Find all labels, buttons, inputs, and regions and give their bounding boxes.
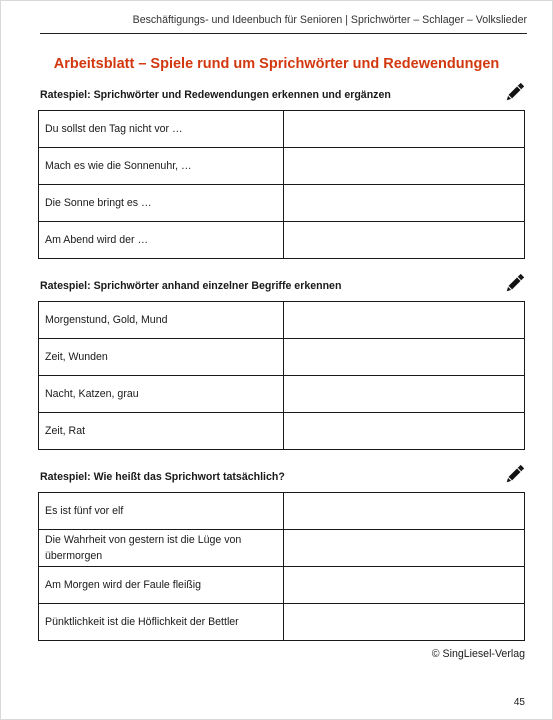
page-number: 45 — [513, 697, 525, 708]
answer-cell[interactable] — [284, 567, 525, 604]
header-rule — [40, 33, 527, 34]
prompt-cell: Zeit, Rat — [39, 413, 284, 450]
table-row — [39, 567, 525, 604]
table-row — [39, 302, 525, 339]
pencil-icon — [504, 272, 526, 294]
worksheet-title: Arbeitsblatt – Spiele rund um Sprichwörter und Redewendungen — [53, 56, 500, 72]
table-row — [39, 222, 525, 259]
prompt-cell: Die Wahrheit von gestern ist die Lüge von übermorgen — [39, 530, 284, 567]
answer-cell[interactable] — [284, 148, 525, 185]
section-heading-3: Ratespiel: Wie heißt das Sprichwort tatsächlich? — [40, 471, 285, 483]
answer-cell[interactable] — [284, 185, 525, 222]
table-row — [39, 413, 525, 450]
table-row — [39, 376, 525, 413]
table-row — [39, 339, 525, 376]
prompt-cell: Es ist fünf vor elf — [39, 493, 284, 530]
prompt-cell: Morgenstund, Gold, Mund — [39, 302, 284, 339]
answer-cell[interactable] — [284, 530, 525, 567]
copyright-notice: © SingLiesel-Verlag — [431, 648, 525, 660]
answer-cell[interactable] — [284, 222, 525, 259]
table-row — [39, 530, 525, 567]
prompt-cell: Die Sonne bringt es … — [39, 185, 284, 222]
table-row — [39, 604, 525, 641]
prompt-cell: Pünktlichkeit ist die Höflichkeit der Bettler — [39, 604, 284, 641]
answer-cell[interactable] — [284, 604, 525, 641]
prompt-cell: Zeit, Wunden — [39, 339, 284, 376]
prompt-cell: Du sollst den Tag nicht vor … — [39, 111, 284, 148]
prompt-cell: Am Morgen wird der Faule fleißig — [39, 567, 284, 604]
answer-cell[interactable] — [284, 302, 525, 339]
answer-table-1 — [38, 110, 525, 259]
prompt-cell: Nacht, Katzen, grau — [39, 376, 284, 413]
table-row — [39, 185, 525, 222]
table-row — [39, 493, 525, 530]
pencil-icon — [504, 81, 526, 103]
prompt-cell: Am Abend wird der … — [39, 222, 284, 259]
prompt-cell: Mach es wie die Sonnenuhr, … — [39, 148, 284, 185]
table-row — [39, 148, 525, 185]
table-row — [39, 111, 525, 148]
section-heading-1: Ratespiel: Sprichwörter und Redewendungen erkennen und ergänzen — [40, 89, 391, 101]
running-header: Beschäftigungs- und Ideenbuch für Senioren | Sprichwörter – Schlager – Volkslieder — [132, 14, 527, 26]
answer-cell[interactable] — [284, 339, 525, 376]
answer-table-3 — [38, 492, 525, 641]
answer-cell[interactable] — [284, 493, 525, 530]
pencil-icon — [504, 463, 526, 485]
answer-cell[interactable] — [284, 111, 525, 148]
answer-cell[interactable] — [284, 413, 525, 450]
answer-cell[interactable] — [284, 376, 525, 413]
section-heading-2: Ratespiel: Sprichwörter anhand einzelner Begriffe erkennen — [40, 280, 342, 292]
answer-table-2 — [38, 301, 525, 450]
